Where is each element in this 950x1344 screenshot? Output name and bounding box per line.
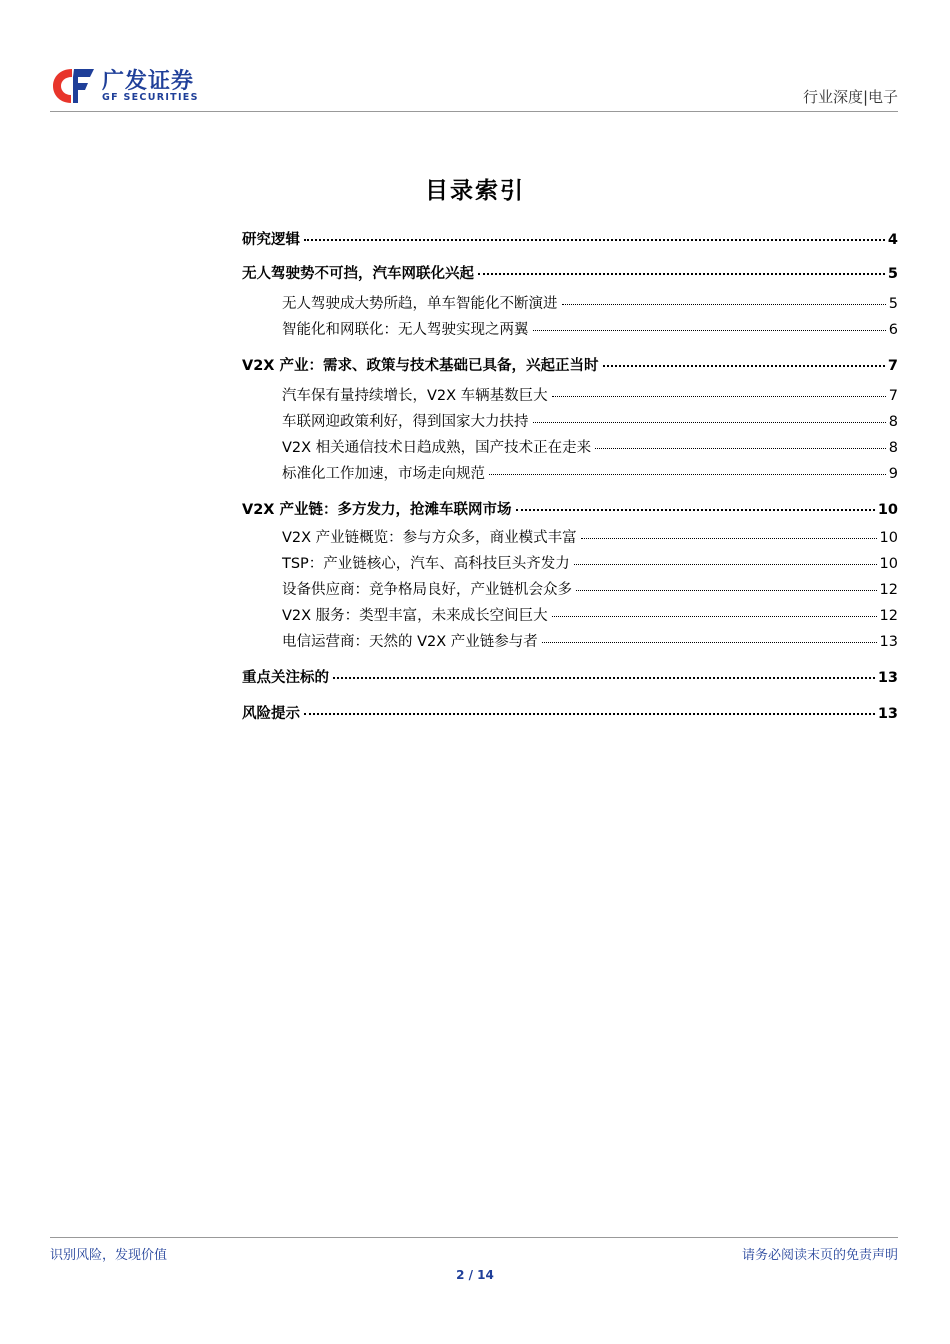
toc-entry-page: 5 (887, 266, 898, 282)
toc-dot-leader (603, 365, 885, 367)
gf-logo-icon (50, 66, 96, 106)
toc-entry-label: V2X 服务：类型丰富，未来成长空间巨大 (282, 608, 548, 624)
toc-entry-page: 9 (888, 466, 898, 482)
toc-dot-leader (489, 474, 886, 475)
toc-dot-leader (333, 677, 875, 679)
toc-entry[interactable] (282, 526, 898, 548)
toc-entry[interactable] (282, 436, 898, 458)
toc-entry[interactable] (242, 666, 898, 688)
toc-entry-label: V2X 产业：需求、政策与技术基础已具备，兴起正当时 (242, 358, 599, 374)
toc-entry[interactable] (282, 318, 898, 340)
toc-title: 目录索引 (425, 177, 525, 204)
toc-entry[interactable] (282, 630, 898, 652)
toc-entry-label: 重点关注标的 (242, 670, 329, 686)
company-logo (50, 62, 210, 106)
page-header (50, 62, 898, 112)
toc-entry-page: 7 (887, 358, 898, 374)
toc-dot-leader (552, 616, 877, 617)
toc-entry[interactable] (282, 578, 898, 600)
logo-text-en: GF SECURITIES (102, 92, 199, 103)
toc-entry-label: 车联网迎政策利好，得到国家大力扶持 (282, 414, 529, 430)
toc-entry-label: 电信运营商：天然的 V2X 产业链参与者 (282, 634, 538, 650)
toc-entry-label: 无人驾驶成大势所趋，单车智能化不断演进 (282, 296, 558, 312)
header-divider (50, 111, 898, 112)
toc-entry[interactable] (282, 604, 898, 626)
footer-slogan: 识别风险，发现价值 (50, 1248, 168, 1263)
toc-entry[interactable] (282, 462, 898, 484)
toc-entry-page: 13 (877, 706, 898, 722)
toc-entry-page: 12 (879, 582, 898, 598)
toc-dot-leader (552, 396, 886, 397)
toc-entry[interactable] (282, 384, 898, 406)
toc-entry-label: V2X 产业链概览：参与方众多，商业模式丰富 (282, 530, 577, 546)
toc-entry-label: 汽车保有量持续增长，V2X 车辆基数巨大 (282, 388, 548, 404)
toc-entry-label: 标准化工作加速，市场走向规范 (282, 466, 485, 482)
toc-entry-page: 10 (879, 530, 898, 546)
toc-entry-page: 10 (877, 502, 898, 518)
toc-entry-page: 4 (887, 232, 898, 248)
toc-entry-page: 13 (877, 670, 898, 686)
toc-entry-page: 7 (888, 388, 898, 404)
toc-entry-label: V2X 相关通信技术日趋成熟，国产技术正在走来 (282, 440, 592, 456)
toc-entry[interactable] (242, 228, 898, 250)
toc-entry-label: 研究逻辑 (242, 232, 300, 248)
toc-entry-page: 5 (888, 296, 898, 312)
toc-entry-page: 8 (888, 440, 898, 456)
toc-entry[interactable] (242, 498, 898, 520)
toc-entry[interactable] (282, 292, 898, 314)
toc-entry[interactable] (282, 552, 898, 574)
toc-entry[interactable] (242, 702, 898, 724)
toc-dot-leader (574, 564, 877, 565)
toc-entry-page: 6 (888, 322, 898, 338)
toc-entry[interactable] (282, 410, 898, 432)
toc-entry-label: 设备供应商：竞争格局良好，产业链机会众多 (282, 582, 572, 598)
toc-entry-label: 智能化和网联化：无人驾驶实现之两翼 (282, 322, 529, 338)
toc-entry-page: 13 (879, 634, 898, 650)
footer-divider (50, 1237, 898, 1238)
toc-dot-leader (595, 448, 886, 449)
toc-dot-leader (304, 239, 885, 241)
toc-dot-leader (581, 538, 877, 539)
toc-entry[interactable] (242, 354, 898, 376)
toc-dot-leader (533, 422, 886, 423)
toc-entry-page: 12 (879, 608, 898, 624)
toc-entry-label: 风险提示 (242, 706, 300, 722)
toc-entry-page: 8 (888, 414, 898, 430)
toc-dot-leader (478, 273, 885, 275)
toc-dot-leader (542, 642, 877, 643)
toc-entry-label: 无人驾驶势不可挡，汽车网联化兴起 (242, 266, 474, 282)
logo-text-cn: 广发证券 (102, 69, 195, 94)
toc-dot-leader (533, 330, 886, 331)
toc-entry-label: TSP：产业链核心，汽车、高科技巨头齐发力 (282, 556, 570, 572)
report-category: 行业深度|电子 (802, 88, 898, 106)
toc-entry-page: 10 (879, 556, 898, 572)
toc-dot-leader (562, 304, 886, 305)
page-number: 2 / 14 (456, 1268, 494, 1282)
toc-dot-leader (516, 509, 875, 511)
footer-disclaimer-link[interactable]: 请务必阅读末页的免责声明 (741, 1248, 898, 1263)
toc-dot-leader (576, 590, 877, 591)
toc-entry[interactable] (242, 262, 898, 284)
toc-dot-leader (304, 713, 875, 715)
toc-entry-label: V2X 产业链：多方发力，抢滩车联网市场 (242, 502, 512, 518)
